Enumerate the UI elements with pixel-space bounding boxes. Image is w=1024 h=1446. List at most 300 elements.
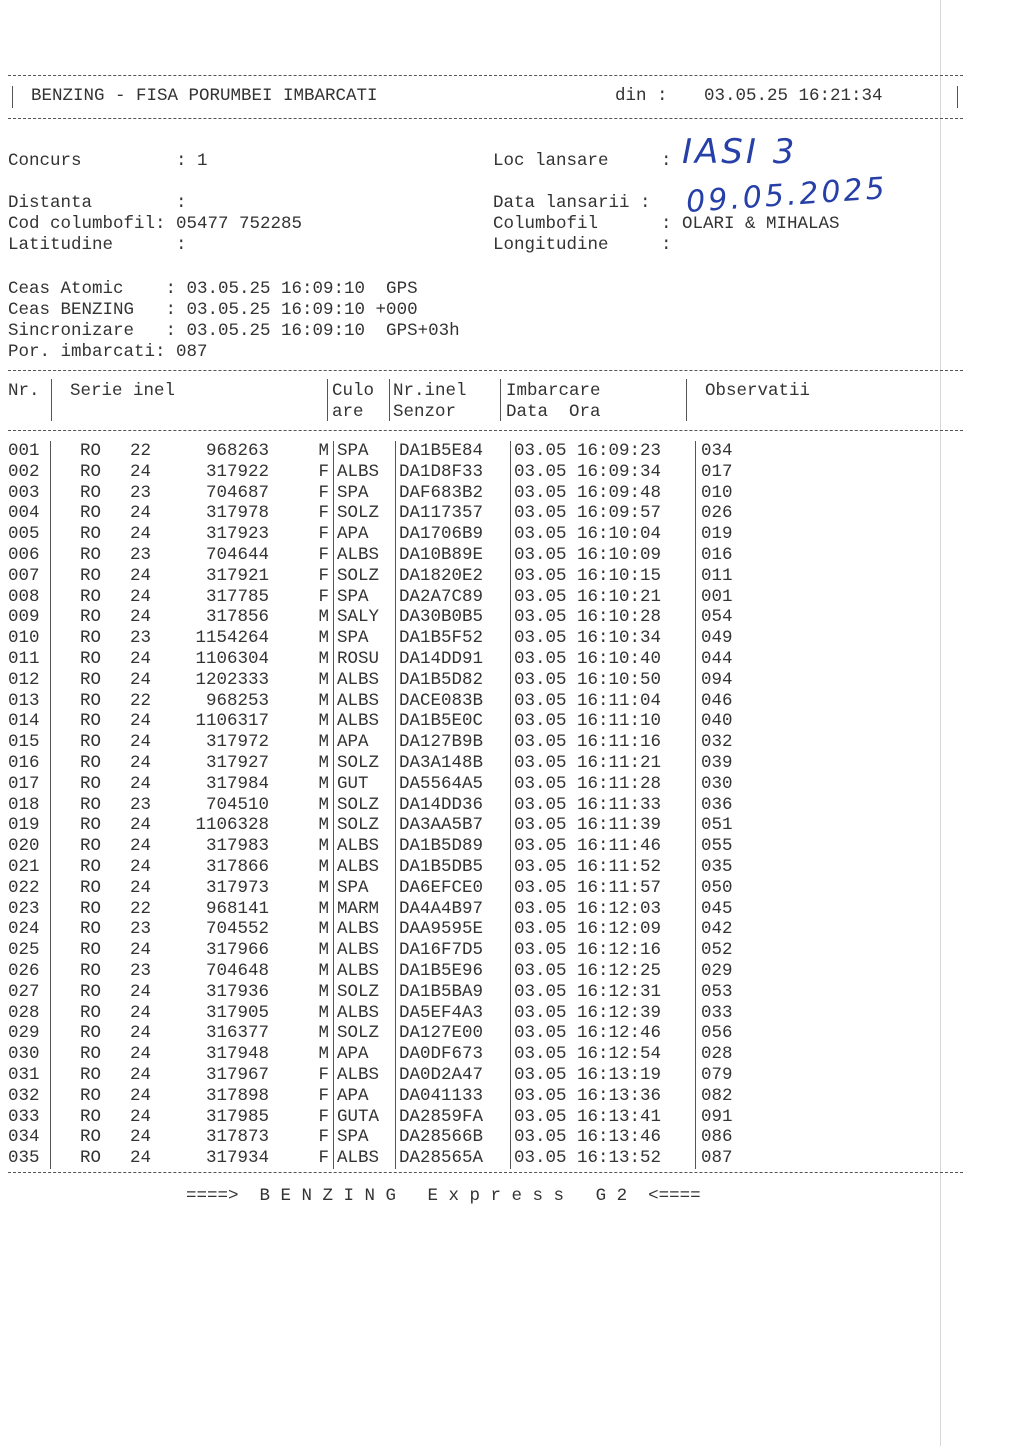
row-sex: M — [318, 815, 329, 836]
row-date: 03.05 — [514, 461, 567, 482]
row-color: ALBS — [334, 1003, 396, 1024]
row-time: 16:10:40 — [577, 648, 662, 669]
row-time: 16:10:50 — [577, 669, 662, 690]
row-serie — [51, 1148, 334, 1169]
row-nr: 008 — [8, 587, 51, 608]
table-row — [8, 1107, 733, 1128]
row-year: 24 — [129, 981, 151, 1002]
row-country: RO — [79, 836, 101, 857]
row-country: RO — [79, 1023, 101, 1044]
row-nr: 017 — [8, 774, 51, 795]
row-sensor: DA1B5D82 — [396, 670, 511, 691]
row-ring-number: 704552 — [205, 919, 269, 940]
row-embarkation — [511, 878, 696, 899]
row-color: SOLZ — [334, 815, 396, 836]
row-sex: M — [318, 940, 329, 961]
row-embarkation — [511, 1065, 696, 1086]
row-embarkation — [511, 1086, 696, 1107]
row-color: SOLZ — [334, 795, 396, 816]
row-sensor: DA1B5E0C — [396, 711, 511, 732]
row-sex: F — [318, 524, 329, 545]
row-embarkation — [511, 857, 696, 878]
pigeons-table-body — [8, 441, 733, 1169]
row-sex: M — [318, 607, 329, 628]
row-observatii: 017 — [701, 461, 733, 482]
row-color: ALBS — [334, 857, 396, 878]
row-color: ROSU — [334, 649, 396, 670]
row-country: RO — [79, 1148, 101, 1169]
row-observatii: 035 — [701, 856, 733, 877]
row-color: APA — [334, 732, 396, 753]
row-serie — [51, 545, 334, 566]
row-observatii: 026 — [701, 503, 733, 524]
table-row — [8, 691, 733, 712]
row-nr: 007 — [8, 566, 51, 587]
row-year: 24 — [129, 1148, 151, 1169]
row-ring-number: 968141 — [205, 898, 269, 919]
row-serie — [51, 441, 334, 462]
row-ring-number: 317856 — [205, 607, 269, 628]
row-observatii: 011 — [701, 565, 733, 586]
row-time: 16:13:52 — [577, 1148, 662, 1169]
row-country: RO — [79, 773, 101, 794]
row-country: RO — [79, 1002, 101, 1023]
row-serie — [51, 649, 334, 670]
row-time: 16:11:10 — [577, 711, 662, 732]
row-serie — [51, 1086, 334, 1107]
table-row — [8, 1044, 733, 1065]
table-row — [8, 1065, 733, 1086]
row-sensor: DA14DD91 — [396, 649, 511, 670]
row-embarkation — [511, 836, 696, 857]
row-ring-number: 317983 — [205, 836, 269, 857]
row-sensor: DA10B89E — [396, 545, 511, 566]
row-time: 16:11:04 — [577, 690, 662, 711]
table-row — [8, 711, 733, 732]
row-date: 03.05 — [514, 794, 567, 815]
row-observatii: 082 — [701, 1085, 733, 1106]
table-row — [8, 753, 733, 774]
row-color: ALBS — [334, 940, 396, 961]
row-observatii: 049 — [701, 628, 733, 649]
row-country: RO — [79, 586, 101, 607]
row-embarkation — [511, 441, 696, 462]
row-color: ALBS — [334, 670, 396, 691]
row-time: 16:12:54 — [577, 1044, 662, 1065]
row-nr: 024 — [8, 919, 51, 940]
col-header-culoare-2: are — [332, 402, 364, 422]
row-embarkation — [511, 815, 696, 836]
row-nr: 023 — [8, 899, 51, 920]
row-color: ALBS — [334, 1065, 396, 1086]
row-embarkation — [511, 462, 696, 483]
row-sensor: DA14DD36 — [396, 795, 511, 816]
row-color: SPA — [334, 483, 396, 504]
row-color: ALBS — [334, 1148, 396, 1169]
row-year: 24 — [129, 669, 151, 690]
row-sex: F — [318, 503, 329, 524]
row-color: SPA — [334, 587, 396, 608]
ceas-benzing-line: Ceas BENZING : 03.05.25 16:09:10 +000 — [8, 300, 418, 320]
col-divider-nr — [51, 379, 52, 421]
row-embarkation — [511, 732, 696, 753]
row-date: 03.05 — [514, 524, 567, 545]
row-observatii: 010 — [701, 482, 733, 503]
row-time: 16:11:52 — [577, 856, 662, 877]
col-divider-serie — [327, 379, 328, 421]
row-sensor: DA127E00 — [396, 1023, 511, 1044]
row-sensor: DA1B5E84 — [396, 441, 511, 462]
row-ring-number: 317866 — [205, 856, 269, 877]
row-time: 16:10:34 — [577, 628, 662, 649]
row-sensor: DA117357 — [396, 503, 511, 524]
columns-top-rule — [8, 370, 963, 371]
row-ring-number: 317922 — [205, 461, 269, 482]
row-serie — [51, 815, 334, 836]
row-time: 16:11:21 — [577, 752, 662, 773]
row-color: ALBS — [334, 545, 396, 566]
row-observatii: 050 — [701, 877, 733, 898]
row-embarkation — [511, 1148, 696, 1169]
row-observatii: 044 — [701, 648, 733, 669]
row-observatii: 019 — [701, 524, 733, 545]
row-observatii: 056 — [701, 1023, 733, 1044]
row-observatii: 086 — [701, 1127, 733, 1148]
row-sensor: DA1D8F33 — [396, 462, 511, 483]
row-year: 23 — [129, 794, 151, 815]
table-row — [8, 462, 733, 483]
row-country: RO — [79, 461, 101, 482]
row-observatii: 046 — [701, 690, 733, 711]
row-country: RO — [79, 815, 101, 836]
table-row — [8, 795, 733, 816]
table-row — [8, 982, 733, 1003]
row-color: SOLZ — [334, 503, 396, 524]
row-country: RO — [79, 898, 101, 919]
row-time: 16:11:46 — [577, 836, 662, 857]
row-nr: 022 — [8, 878, 51, 899]
col-header-culoare-1: Culo — [332, 381, 375, 401]
row-embarkation — [511, 919, 696, 940]
row-time: 16:11:28 — [577, 773, 662, 794]
table-row — [8, 1148, 733, 1169]
row-serie — [51, 524, 334, 545]
table-row — [8, 1127, 733, 1148]
row-observatii: 028 — [701, 1044, 733, 1065]
row-nr: 005 — [8, 524, 51, 545]
row-color: SALY — [334, 607, 396, 628]
row-year: 24 — [129, 1002, 151, 1023]
row-time: 16:10:28 — [577, 607, 662, 628]
row-observatii: 091 — [701, 1106, 733, 1127]
row-country: RO — [79, 607, 101, 628]
row-embarkation — [511, 503, 696, 524]
row-serie — [51, 940, 334, 961]
row-sex: F — [318, 586, 329, 607]
row-country: RO — [79, 1127, 101, 1148]
row-color: APA — [334, 524, 396, 545]
row-country: RO — [79, 1064, 101, 1085]
row-nr: 002 — [8, 462, 51, 483]
row-date: 03.05 — [514, 919, 567, 940]
row-ring-number: 1106304 — [195, 648, 269, 669]
row-embarkation — [511, 607, 696, 628]
row-observatii: 045 — [701, 898, 733, 919]
row-sensor: DA4A4B97 — [396, 899, 511, 920]
row-ring-number: 317972 — [205, 732, 269, 753]
row-year: 24 — [129, 461, 151, 482]
row-serie — [51, 1044, 334, 1065]
row-nr: 029 — [8, 1023, 51, 1044]
row-nr: 013 — [8, 691, 51, 712]
row-date: 03.05 — [514, 981, 567, 1002]
table-row — [8, 836, 733, 857]
row-sex: M — [318, 1023, 329, 1044]
table-row — [8, 774, 733, 795]
table-row — [8, 483, 733, 504]
row-serie — [51, 774, 334, 795]
row-sex: M — [318, 794, 329, 815]
row-time: 16:09:57 — [577, 503, 662, 524]
row-ring-number: 704510 — [205, 794, 269, 815]
row-serie — [51, 1003, 334, 1024]
columns-bottom-rule — [8, 430, 963, 431]
row-nr: 015 — [8, 732, 51, 753]
row-observatii: 079 — [701, 1064, 733, 1085]
row-country: RO — [79, 1106, 101, 1127]
longitudine-label: Longitudine : — [493, 235, 672, 255]
row-sex: M — [318, 669, 329, 690]
table-row — [8, 940, 733, 961]
row-year: 24 — [129, 1044, 151, 1065]
row-country: RO — [79, 981, 101, 1002]
row-serie — [51, 899, 334, 920]
row-ring-number: 317785 — [205, 586, 269, 607]
row-observatii: 040 — [701, 711, 733, 732]
columbofil-value: OLARI & MIHALAS — [682, 214, 840, 234]
row-date: 03.05 — [514, 1002, 567, 1023]
row-embarkation — [511, 1127, 696, 1148]
row-country: RO — [79, 940, 101, 961]
row-date: 03.05 — [514, 482, 567, 503]
row-time: 16:12:46 — [577, 1023, 662, 1044]
distanta-label: Distanta : — [8, 193, 187, 213]
row-observatii: 032 — [701, 732, 733, 753]
cod-value: 05477 752285 — [176, 214, 303, 234]
cod-columbofil-field — [8, 214, 302, 235]
table-row — [8, 545, 733, 566]
row-color: SOLZ — [334, 982, 396, 1003]
row-date: 03.05 — [514, 1106, 567, 1127]
porumbei-imbarcati-line: Por. imbarcati: 087 — [8, 342, 208, 362]
row-nr: 032 — [8, 1086, 51, 1107]
row-embarkation — [511, 691, 696, 712]
row-date: 03.05 — [514, 773, 567, 794]
row-sex: M — [318, 856, 329, 877]
row-date: 03.05 — [514, 836, 567, 857]
row-serie — [51, 795, 334, 816]
row-sex: M — [318, 690, 329, 711]
table-row — [8, 899, 733, 920]
row-date: 03.05 — [514, 877, 567, 898]
row-date: 03.05 — [514, 586, 567, 607]
row-ring-number: 317985 — [205, 1106, 269, 1127]
row-year: 24 — [129, 856, 151, 877]
row-time: 16:11:33 — [577, 794, 662, 815]
row-color: ALBS — [334, 691, 396, 712]
row-embarkation — [511, 1044, 696, 1065]
col-header-observatii: Observatii — [705, 381, 811, 401]
row-country: RO — [79, 565, 101, 586]
row-serie — [51, 1107, 334, 1128]
concurs-label: Concurs : — [8, 151, 198, 171]
row-year: 24 — [129, 1127, 151, 1148]
row-sex: F — [318, 1127, 329, 1148]
row-date: 03.05 — [514, 732, 567, 753]
row-serie — [51, 691, 334, 712]
row-sensor: DA5EF4A3 — [396, 1003, 511, 1024]
table-row — [8, 815, 733, 836]
row-sensor: DA1B5E96 — [396, 961, 511, 982]
row-date: 03.05 — [514, 607, 567, 628]
row-nr: 011 — [8, 649, 51, 670]
row-ring-number: 317898 — [205, 1085, 269, 1106]
row-serie — [51, 982, 334, 1003]
row-sensor: DAA9595E — [396, 919, 511, 940]
row-serie — [51, 878, 334, 899]
row-sensor: DA0D2A47 — [396, 1065, 511, 1086]
row-country: RO — [79, 482, 101, 503]
col-header-imbarcare-2: Data Ora — [506, 402, 601, 422]
row-color: ALBS — [334, 711, 396, 732]
row-time: 16:10:15 — [577, 565, 662, 586]
row-sensor: DA3AA5B7 — [396, 815, 511, 836]
document-title: BENZING - FISA PORUMBEI IMBARCATI — [31, 86, 378, 106]
row-sex: M — [318, 1044, 329, 1065]
row-serie — [51, 732, 334, 753]
row-sex: M — [318, 732, 329, 753]
row-sensor: DA1706B9 — [396, 524, 511, 545]
row-sex: F — [318, 1064, 329, 1085]
col-header-inel-1: Nr.inel — [393, 381, 467, 401]
row-serie — [51, 587, 334, 608]
row-embarkation — [511, 1107, 696, 1128]
header-left-bar — [12, 86, 13, 108]
table-row — [8, 566, 733, 587]
footer-brand: ====> B E N Z I N G E x p r e s s G 2 <==== — [186, 1186, 701, 1206]
row-sensor: DA0DF673 — [396, 1044, 511, 1065]
row-date: 03.05 — [514, 1148, 567, 1169]
row-nr: 021 — [8, 857, 51, 878]
row-country: RO — [79, 1085, 101, 1106]
row-color: MARM — [334, 899, 396, 920]
row-year: 22 — [129, 690, 151, 711]
row-country: RO — [79, 877, 101, 898]
ceas-atomic-line: Ceas Atomic : 03.05.25 16:09:10 GPS — [8, 279, 418, 299]
row-embarkation — [511, 774, 696, 795]
row-country: RO — [79, 960, 101, 981]
row-country: RO — [79, 690, 101, 711]
print-date-label: din : — [615, 86, 668, 106]
row-year: 22 — [129, 898, 151, 919]
concurs-value: 1 — [197, 151, 208, 171]
row-ring-number: 317967 — [205, 1064, 269, 1085]
latitudine-label: Latitudine : — [8, 235, 187, 255]
row-color: ALBS — [334, 919, 396, 940]
row-date: 03.05 — [514, 690, 567, 711]
row-nr: 014 — [8, 711, 51, 732]
row-country: RO — [79, 794, 101, 815]
row-date: 03.05 — [514, 1127, 567, 1148]
row-year: 24 — [129, 1106, 151, 1127]
row-ring-number: 968253 — [205, 690, 269, 711]
row-serie — [51, 753, 334, 774]
row-date: 03.05 — [514, 752, 567, 773]
row-year: 23 — [129, 544, 151, 565]
row-date: 03.05 — [514, 648, 567, 669]
row-date: 03.05 — [514, 940, 567, 961]
row-sensor: DA3A148B — [396, 753, 511, 774]
row-sex: M — [318, 836, 329, 857]
row-embarkation — [511, 545, 696, 566]
header-right-bar — [957, 86, 958, 108]
row-color: ALBS — [334, 462, 396, 483]
row-sensor: DA041133 — [396, 1086, 511, 1107]
row-ring-number: 1154264 — [195, 628, 269, 649]
row-time: 16:13:41 — [577, 1106, 662, 1127]
row-sensor: DA1B5D89 — [396, 836, 511, 857]
row-sex: M — [318, 1002, 329, 1023]
row-time: 16:11:16 — [577, 732, 662, 753]
row-sex: F — [318, 461, 329, 482]
table-row — [8, 441, 733, 462]
table-row — [8, 878, 733, 899]
row-embarkation — [511, 1023, 696, 1044]
row-date: 03.05 — [514, 711, 567, 732]
loc-lansare-label: Loc lansare : — [493, 151, 672, 171]
row-embarkation — [511, 961, 696, 982]
row-country: RO — [79, 732, 101, 753]
header-top-rule — [8, 75, 963, 76]
row-embarkation — [511, 1003, 696, 1024]
row-sensor: DA28566B — [396, 1127, 511, 1148]
row-year: 24 — [129, 1085, 151, 1106]
cod-label: Cod columbofil: — [8, 214, 177, 234]
row-nr: 018 — [8, 795, 51, 816]
table-row — [8, 503, 733, 524]
row-embarkation — [511, 795, 696, 816]
row-nr: 026 — [8, 961, 51, 982]
row-year: 24 — [129, 711, 151, 732]
row-country: RO — [79, 544, 101, 565]
row-year: 23 — [129, 960, 151, 981]
row-observatii: 087 — [701, 1148, 733, 1169]
row-sensor: DA6EFCE0 — [396, 878, 511, 899]
col-header-nr: Nr. — [8, 381, 40, 401]
row-observatii: 039 — [701, 752, 733, 773]
row-sex: F — [318, 1148, 329, 1169]
row-nr: 027 — [8, 982, 51, 1003]
col-divider-culoare — [389, 379, 390, 421]
row-color: SOLZ — [334, 566, 396, 587]
row-date: 03.05 — [514, 1064, 567, 1085]
row-nr: 019 — [8, 815, 51, 836]
row-sex: F — [318, 482, 329, 503]
row-sex: M — [318, 981, 329, 1002]
row-nr: 016 — [8, 753, 51, 774]
row-ring-number: 317966 — [205, 940, 269, 961]
row-time: 16:12:16 — [577, 940, 662, 961]
